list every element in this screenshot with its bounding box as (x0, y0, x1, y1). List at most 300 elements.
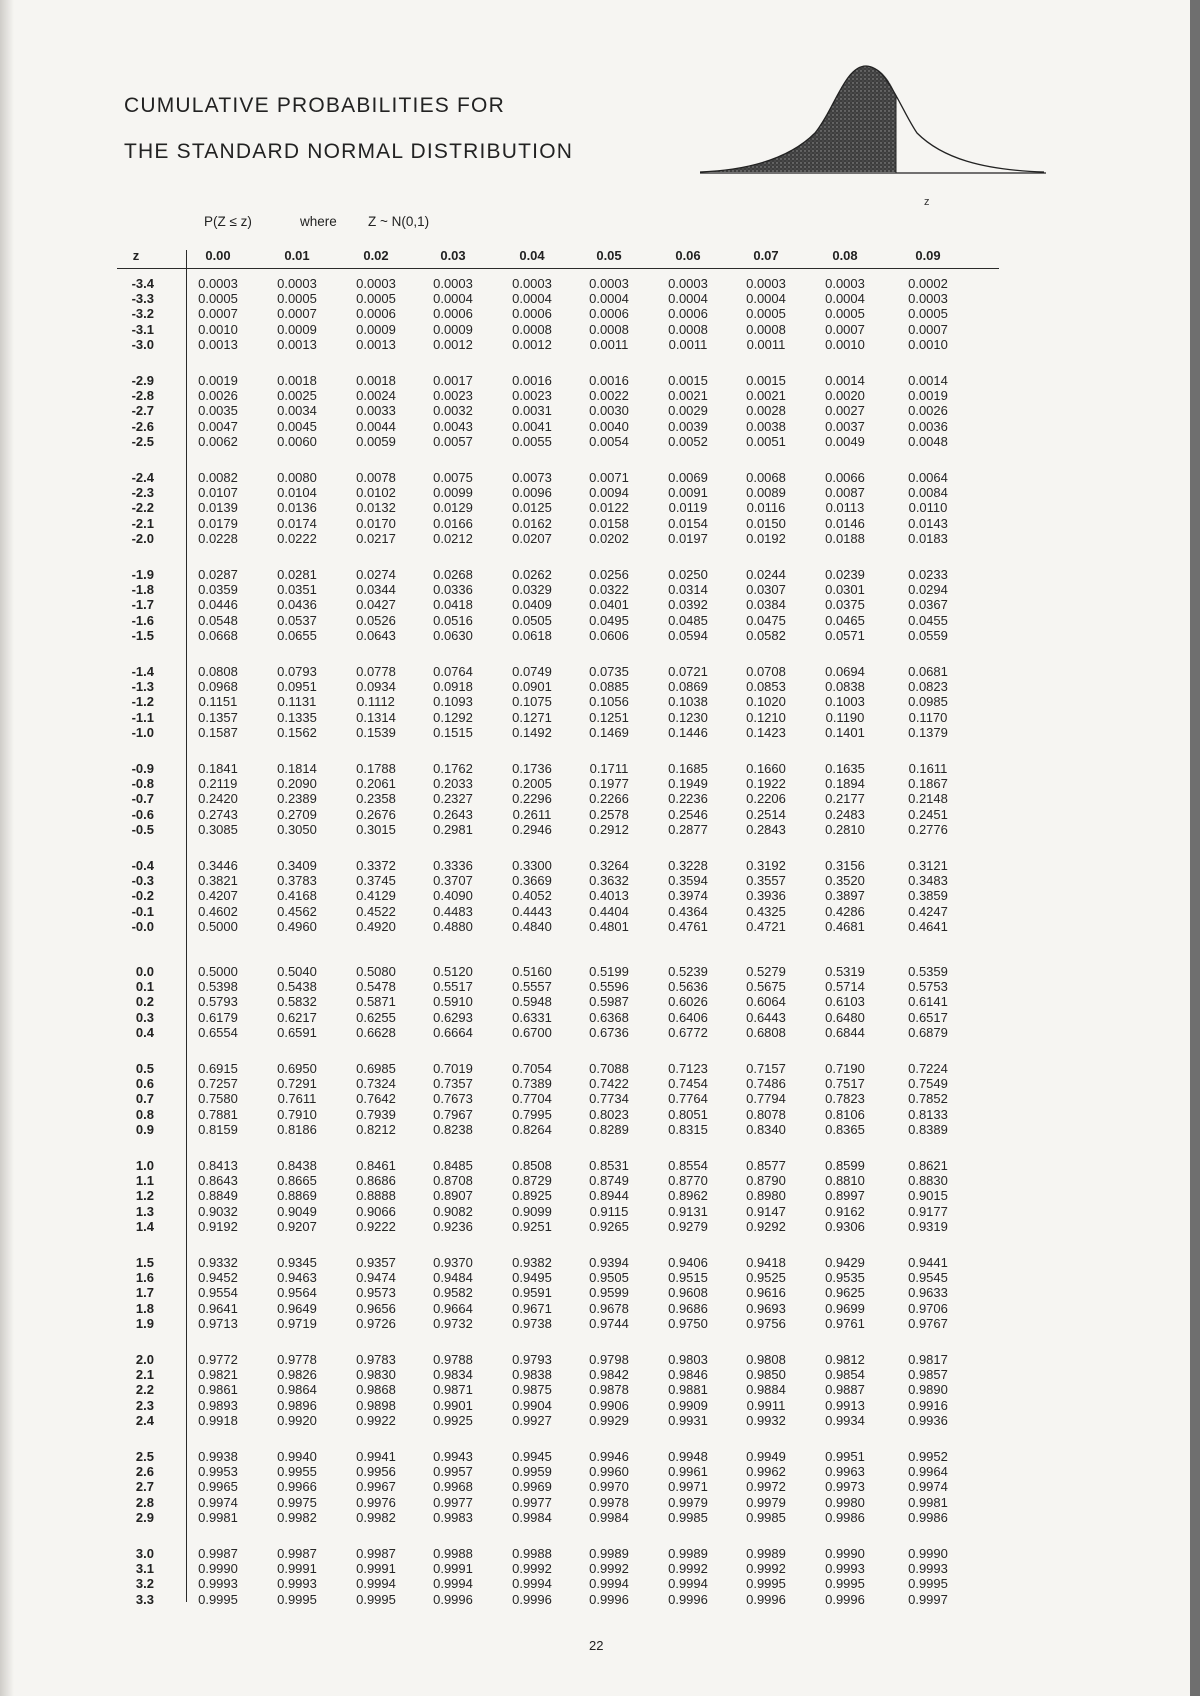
probability-cell: 0.6554 (198, 1024, 238, 1040)
probability-cell: 0.0005 (356, 291, 396, 307)
probability-cell: 0.1003 (825, 694, 865, 710)
probability-cell: 0.9049 (277, 1203, 317, 1219)
probability-cell: 0.9949 (746, 1449, 786, 1464)
row-z-value: 2.1 (135, 1367, 154, 1383)
probability-cell: 0.6406 (668, 1009, 708, 1025)
header-rule (117, 268, 999, 269)
probability-cell: 0.7324 (356, 1076, 396, 1092)
probability-cell: 0.0023 (512, 388, 552, 404)
probability-cell: 0.1515 (433, 724, 473, 740)
probability-cell: 0.1020 (746, 694, 786, 710)
curve-z-label: z (924, 196, 930, 208)
probability-cell: 0.3632 (589, 873, 629, 889)
probability-cell: 0.9382 (512, 1255, 552, 1270)
probability-cell: 0.5199 (589, 964, 629, 979)
probability-cell: 0.9732 (433, 1315, 473, 1331)
probability-cell: 0.5517 (433, 979, 473, 995)
probability-cell: 0.9896 (277, 1397, 317, 1413)
probability-cell: 0.7910 (277, 1106, 317, 1122)
probability-cell: 0.9842 (589, 1367, 629, 1383)
probability-cell: 0.9495 (512, 1270, 552, 1286)
probability-cell: 0.3594 (668, 873, 708, 889)
probability-cell: 0.9406 (668, 1255, 708, 1270)
probability-cell: 0.6064 (746, 994, 786, 1010)
probability-cell: 0.9961 (668, 1464, 708, 1480)
probability-cell: 0.0985 (908, 694, 948, 710)
row-z-value: 2.5 (135, 1449, 154, 1464)
probability-cell: 0.0594 (668, 627, 708, 643)
probability-cell: 0.3192 (746, 858, 786, 873)
probability-cell: 0.9625 (825, 1285, 865, 1301)
probability-cell: 0.8340 (746, 1121, 786, 1137)
probability-cell: 0.9965 (198, 1479, 238, 1495)
probability-cell: 0.9236 (433, 1218, 473, 1234)
probability-cell: 0.6255 (356, 1009, 396, 1025)
probability-cell: 0.1170 (908, 709, 948, 725)
probability-cell: 0.9306 (825, 1218, 865, 1234)
probability-cell: 0.8790 (746, 1173, 786, 1189)
probability-cell: 0.9808 (746, 1352, 786, 1367)
probability-cell: 0.0188 (825, 530, 865, 546)
probability-cell: 0.9177 (908, 1203, 948, 1219)
probability-cell: 0.4443 (512, 903, 552, 919)
probability-cell: 0.4325 (746, 903, 786, 919)
probability-cell: 0.9982 (356, 1509, 396, 1525)
row-z-value: -1.5 (131, 627, 154, 643)
probability-cell: 0.1357 (198, 709, 238, 725)
row-z-value: -2.5 (131, 433, 154, 449)
probability-cell: 0.6480 (825, 1009, 865, 1025)
probability-cell: 0.0089 (746, 485, 786, 501)
probability-cell: 0.7123 (668, 1061, 708, 1076)
probability-cell: 0.2810 (825, 821, 865, 837)
row-z-value: 2.8 (135, 1494, 154, 1510)
probability-cell: 0.9251 (512, 1218, 552, 1234)
probability-cell: 0.9992 (746, 1561, 786, 1577)
probability-cell: 0.0239 (825, 567, 865, 582)
probability-cell: 0.0014 (908, 373, 948, 388)
probability-cell: 0.9963 (825, 1464, 865, 1480)
probability-cell: 0.0014 (825, 373, 865, 388)
probability-cell: 0.9996 (746, 1591, 786, 1607)
probability-cell: 0.1292 (433, 709, 473, 725)
row-z-value: 1.8 (135, 1300, 154, 1316)
probability-cell: 0.9952 (908, 1449, 948, 1464)
probability-cell: 0.0212 (433, 530, 473, 546)
row-z-value: -2.9 (131, 373, 154, 388)
probability-cell: 0.0062 (198, 433, 238, 449)
probability-cell: 0.0059 (356, 433, 396, 449)
probability-cell: 0.0418 (433, 597, 473, 613)
probability-cell: 0.9990 (908, 1546, 948, 1561)
header-col: 0.08 (832, 248, 858, 263)
probability-cell: 0.6331 (512, 1009, 552, 1025)
probability-cell: 0.0294 (908, 582, 948, 598)
probability-cell: 0.9738 (512, 1315, 552, 1331)
row-z-value: 2.7 (135, 1479, 154, 1495)
probability-cell: 0.9953 (198, 1464, 238, 1480)
probability-cell: 0.3409 (277, 858, 317, 873)
probability-cell: 0.6179 (198, 1009, 238, 1025)
probability-cell: 0.0035 (198, 403, 238, 419)
probability-cell: 0.9989 (589, 1546, 629, 1561)
probability-cell: 0.8133 (908, 1106, 948, 1122)
probability-cell: 0.8665 (277, 1173, 317, 1189)
probability-cell: 0.9979 (746, 1494, 786, 1510)
probability-cell: 0.0004 (433, 291, 473, 307)
probability-cell: 0.6808 (746, 1024, 786, 1040)
probability-cell: 0.5596 (589, 979, 629, 995)
probability-cell: 0.2546 (668, 806, 708, 822)
probability-cell: 0.9693 (746, 1300, 786, 1316)
probability-cell: 0.9918 (198, 1412, 238, 1428)
probability-cell: 0.1788 (356, 761, 396, 776)
probability-cell: 0.0003 (198, 276, 238, 291)
probability-cell: 0.7549 (908, 1076, 948, 1092)
probability-cell: 0.9951 (825, 1449, 865, 1464)
probability-cell: 0.7580 (198, 1091, 238, 1107)
probability-cell: 0.0011 (746, 336, 786, 352)
probability-cell: 0.8869 (277, 1188, 317, 1204)
row-z-value: 0.7 (135, 1091, 154, 1107)
probability-cell: 0.8413 (198, 1158, 238, 1173)
probability-cell: 0.9370 (433, 1255, 473, 1270)
probability-cell: 0.0006 (668, 306, 708, 322)
probability-cell: 0.9756 (746, 1315, 786, 1331)
probability-cell: 0.0021 (668, 388, 708, 404)
probability-cell: 0.9484 (433, 1270, 473, 1286)
probability-cell: 0.9664 (433, 1300, 473, 1316)
probability-cell: 0.0094 (589, 485, 629, 501)
probability-cell: 0.3745 (356, 873, 396, 889)
probability-cell: 0.8770 (668, 1173, 708, 1189)
probability-cell: 0.9957 (433, 1464, 473, 1480)
probability-cell: 0.4681 (825, 918, 865, 934)
probability-cell: 0.0150 (746, 515, 786, 531)
probability-cell: 0.7190 (825, 1061, 865, 1076)
row-z-value: 1.7 (135, 1285, 154, 1301)
probability-cell: 0.9968 (433, 1479, 473, 1495)
probability-cell: 0.9985 (668, 1509, 708, 1525)
probability-cell: 0.2483 (825, 806, 865, 822)
probability-cell: 0.7054 (512, 1061, 552, 1076)
row-z-value: -0.1 (131, 903, 154, 919)
probability-cell: 0.9984 (512, 1509, 552, 1525)
probability-cell: 0.8531 (589, 1158, 629, 1173)
probability-cell: 0.0003 (589, 276, 629, 291)
probability-cell: 0.3897 (825, 888, 865, 904)
probability-cell: 0.1922 (746, 776, 786, 792)
probability-cell: 0.9934 (825, 1412, 865, 1428)
probability-cell: 0.5557 (512, 979, 552, 995)
probability-cell: 0.9656 (356, 1300, 396, 1316)
probability-cell: 0.9991 (433, 1561, 473, 1577)
probability-cell: 0.0158 (589, 515, 629, 531)
probability-cell: 0.0104 (277, 485, 317, 501)
probability-cell: 0.8289 (589, 1121, 629, 1137)
row-z-value: 2.4 (135, 1412, 154, 1428)
probability-cell: 0.9875 (512, 1382, 552, 1398)
probability-cell: 0.9969 (512, 1479, 552, 1495)
probability-cell: 0.1711 (589, 761, 629, 776)
probability-cell: 0.8461 (356, 1158, 396, 1173)
probability-cell: 0.5871 (356, 994, 396, 1010)
probability-cell: 0.0012 (433, 336, 473, 352)
probability-cell: 0.3936 (746, 888, 786, 904)
probability-cell: 0.6915 (198, 1061, 238, 1076)
probability-cell: 0.2358 (356, 791, 396, 807)
probability-cell: 0.9744 (589, 1315, 629, 1331)
probability-cell: 0.4052 (512, 888, 552, 904)
probability-cell: 0.3821 (198, 873, 238, 889)
probability-cell: 0.0038 (746, 418, 786, 434)
probability-cell: 0.9994 (589, 1576, 629, 1592)
probability-cell: 0.0694 (825, 664, 865, 679)
probability-cell: 0.9474 (356, 1270, 396, 1286)
probability-cell: 0.9992 (589, 1561, 629, 1577)
probability-cell: 0.0132 (356, 500, 396, 516)
probability-cell: 0.0183 (908, 530, 948, 546)
probability-cell: 0.9993 (825, 1561, 865, 1577)
probability-cell: 0.0060 (277, 433, 317, 449)
row-z-value: -2.3 (131, 485, 154, 501)
probability-cell: 0.9996 (433, 1591, 473, 1607)
probability-cell: 0.0009 (356, 321, 396, 337)
probability-cell: 0.9995 (356, 1591, 396, 1607)
probability-cell: 0.0207 (512, 530, 552, 546)
probability-cell: 0.0018 (356, 373, 396, 388)
probability-cell: 0.9535 (825, 1270, 865, 1286)
row-z-value: 0.3 (135, 1009, 154, 1025)
probability-cell: 0.6664 (433, 1024, 473, 1040)
probability-cell: 0.2177 (825, 791, 865, 807)
header-col: 0.04 (519, 248, 545, 263)
probability-cell: 0.0004 (746, 291, 786, 307)
probability-cell: 0.8438 (277, 1158, 317, 1173)
row-z-value: 2.9 (135, 1509, 154, 1525)
probability-cell: 0.0009 (277, 321, 317, 337)
probability-cell: 0.5714 (825, 979, 865, 995)
probability-cell: 0.2148 (908, 791, 948, 807)
probability-cell: 0.2877 (668, 821, 708, 837)
probability-cell: 0.0048 (908, 433, 948, 449)
probability-cell: 0.7852 (908, 1091, 948, 1107)
probability-cell: 0.9767 (908, 1315, 948, 1331)
probability-cell: 0.9967 (356, 1479, 396, 1495)
row-z-value: 0.9 (135, 1121, 154, 1137)
probability-cell: 0.8729 (512, 1173, 552, 1189)
probability-cell: 0.6736 (589, 1024, 629, 1040)
probability-cell: 0.4761 (668, 918, 708, 934)
probability-cell: 0.4129 (356, 888, 396, 904)
probability-cell: 0.0011 (668, 336, 708, 352)
probability-cell: 0.7157 (746, 1061, 786, 1076)
header-col: 0.01 (284, 248, 310, 263)
probability-cell: 0.0951 (277, 679, 317, 695)
probability-cell: 0.0008 (668, 321, 708, 337)
probability-cell: 0.3264 (589, 858, 629, 873)
row-z-value: 3.2 (135, 1576, 154, 1592)
probability-cell: 0.0808 (198, 664, 238, 679)
probability-cell: 0.0004 (589, 291, 629, 307)
probability-cell: 0.9992 (512, 1561, 552, 1577)
probability-cell: 0.9995 (198, 1591, 238, 1607)
probability-cell: 0.9927 (512, 1412, 552, 1428)
probability-cell: 0.0869 (668, 679, 708, 695)
probability-cell: 0.0322 (589, 582, 629, 598)
probability-cell: 0.0202 (589, 530, 629, 546)
probability-cell: 0.9993 (277, 1576, 317, 1592)
probability-cell: 0.2676 (356, 806, 396, 822)
probability-cell: 0.0025 (277, 388, 317, 404)
probability-cell: 0.8621 (908, 1158, 948, 1173)
probability-cell: 0.5120 (433, 964, 473, 979)
row-z-value: -2.6 (131, 418, 154, 434)
row-z-value: 0.1 (135, 979, 154, 995)
probability-cell: 0.9982 (277, 1509, 317, 1525)
probability-cell: 0.7939 (356, 1106, 396, 1122)
probability-cell: 0.0057 (433, 433, 473, 449)
probability-cell: 0.0217 (356, 530, 396, 546)
probability-cell: 0.0069 (668, 470, 708, 485)
probability-cell: 0.0708 (746, 664, 786, 679)
probability-cell: 0.0003 (277, 276, 317, 291)
probability-cell: 0.9599 (589, 1285, 629, 1301)
probability-cell: 0.0749 (512, 664, 552, 679)
probability-cell: 0.5359 (908, 964, 948, 979)
probability-cell: 0.0307 (746, 582, 786, 598)
probability-cell: 0.6879 (908, 1024, 948, 1040)
probability-cell: 0.5948 (512, 994, 552, 1010)
row-z-value: 0.8 (135, 1106, 154, 1122)
probability-cell: 0.6293 (433, 1009, 473, 1025)
probability-cell: 0.0011 (589, 336, 629, 352)
probability-cell: 0.2119 (198, 776, 238, 792)
probability-cell: 0.0078 (356, 470, 396, 485)
row-z-value: 0.0 (135, 964, 154, 979)
probability-cell: 0.9147 (746, 1203, 786, 1219)
probability-cell: 0.5000 (198, 918, 238, 934)
probability-cell: 0.2912 (589, 821, 629, 837)
probability-cell: 0.0301 (825, 582, 865, 598)
probability-cell: 0.1660 (746, 761, 786, 776)
probability-cell: 0.0197 (668, 530, 708, 546)
probability-cell: 0.9878 (589, 1382, 629, 1398)
probability-cell: 0.4483 (433, 903, 473, 919)
probability-cell: 0.9906 (589, 1397, 629, 1413)
probability-cell: 0.8315 (668, 1121, 708, 1137)
probability-cell: 0.0021 (746, 388, 786, 404)
probability-cell: 0.5438 (277, 979, 317, 995)
probability-cell: 0.9993 (198, 1576, 238, 1592)
row-z-value: -0.5 (131, 821, 154, 837)
row-z-value: -1.9 (131, 567, 154, 582)
probability-cell: 0.9988 (433, 1546, 473, 1561)
probability-cell: 0.9979 (668, 1494, 708, 1510)
probability-cell: 0.3085 (198, 821, 238, 837)
probability-cell: 0.4522 (356, 903, 396, 919)
probability-cell: 0.1635 (825, 761, 865, 776)
probability-cell: 0.9345 (277, 1255, 317, 1270)
probability-cell: 0.0022 (589, 388, 629, 404)
probability-cell: 0.0007 (198, 306, 238, 322)
probability-cell: 0.7486 (746, 1076, 786, 1092)
probability-cell: 0.0019 (908, 388, 948, 404)
probability-cell: 0.9162 (825, 1203, 865, 1219)
probability-cell: 0.0446 (198, 597, 238, 613)
probability-cell: 0.4247 (908, 903, 948, 919)
row-z-value: 2.6 (135, 1464, 154, 1480)
probability-cell: 0.0015 (746, 373, 786, 388)
probability-cell: 0.0174 (277, 515, 317, 531)
probability-cell: 0.9995 (825, 1576, 865, 1592)
probability-cell: 0.9932 (746, 1412, 786, 1428)
probability-cell: 0.7517 (825, 1076, 865, 1092)
probability-cell: 0.0764 (433, 664, 473, 679)
probability-cell: 0.0008 (589, 321, 629, 337)
probability-cell: 0.2514 (746, 806, 786, 822)
probability-cell: 0.9864 (277, 1382, 317, 1398)
probability-cell: 0.4801 (589, 918, 629, 934)
probability-cell: 0.9699 (825, 1300, 865, 1316)
row-z-value: -0.9 (131, 761, 154, 776)
probability-cell: 0.0013 (356, 336, 396, 352)
probability-cell: 0.0015 (668, 373, 708, 388)
probability-cell: 0.0244 (746, 567, 786, 582)
probability-cell: 0.9911 (746, 1397, 786, 1413)
probability-cell: 0.0037 (825, 418, 865, 434)
probability-cell: 0.9964 (908, 1464, 948, 1480)
probability-cell: 0.2005 (512, 776, 552, 792)
probability-cell: 0.0049 (825, 433, 865, 449)
probability-cell: 0.9854 (825, 1367, 865, 1383)
probability-cell: 0.9015 (908, 1188, 948, 1204)
probability-cell: 0.0793 (277, 664, 317, 679)
probability-cell: 0.9973 (825, 1479, 865, 1495)
probability-cell: 0.9861 (198, 1382, 238, 1398)
probability-cell: 0.6026 (668, 994, 708, 1010)
probability-cell: 0.9192 (198, 1218, 238, 1234)
probability-cell: 0.9678 (589, 1300, 629, 1316)
probability-cell: 0.6103 (825, 994, 865, 1010)
probability-cell: 0.0571 (825, 627, 865, 643)
probability-cell: 0.9971 (668, 1479, 708, 1495)
probability-cell: 0.9980 (825, 1494, 865, 1510)
probability-cell: 0.0018 (277, 373, 317, 388)
row-z-value: 2.2 (135, 1382, 154, 1398)
probability-cell: 0.0427 (356, 597, 396, 613)
probability-cell: 0.0045 (277, 418, 317, 434)
probability-cell: 0.5832 (277, 994, 317, 1010)
probability-cell: 0.0024 (356, 388, 396, 404)
probability-cell: 0.3121 (908, 858, 948, 873)
probability-cell: 0.9943 (433, 1449, 473, 1464)
probability-cell: 0.2420 (198, 791, 238, 807)
probability-cell: 0.0116 (746, 500, 786, 516)
probability-cell: 0.0618 (512, 627, 552, 643)
probability-cell: 0.8238 (433, 1121, 473, 1137)
probability-cell: 0.0006 (433, 306, 473, 322)
row-z-value: -0.7 (131, 791, 154, 807)
probability-cell: 0.1736 (512, 761, 552, 776)
probability-cell: 0.8508 (512, 1158, 552, 1173)
probability-cell: 0.0162 (512, 515, 552, 531)
probability-cell: 0.0016 (512, 373, 552, 388)
probability-cell: 0.9996 (512, 1591, 552, 1607)
probability-cell: 0.2643 (433, 806, 473, 822)
page-number: 22 (589, 1638, 604, 1653)
probability-cell: 0.8944 (589, 1188, 629, 1204)
